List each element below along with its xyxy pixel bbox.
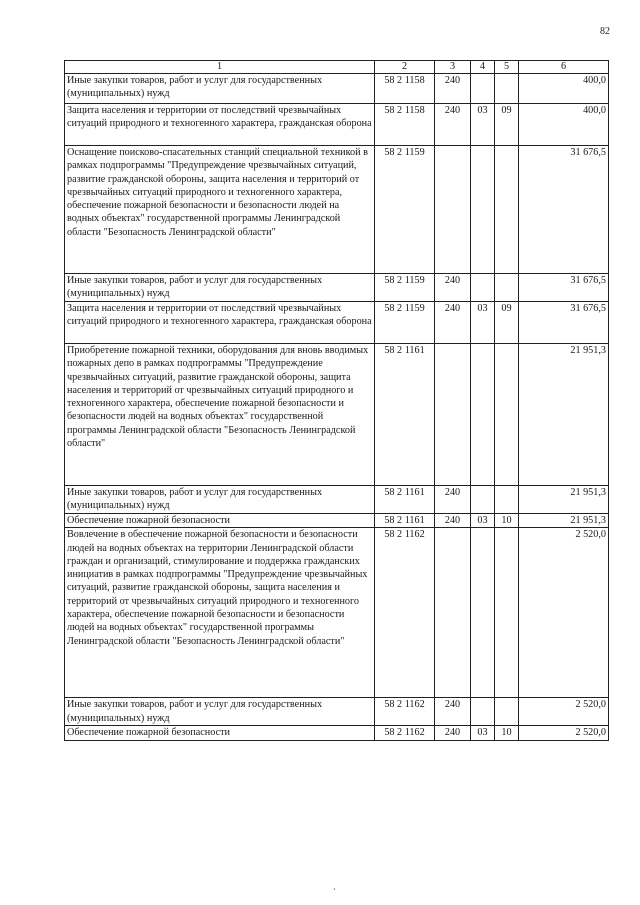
row-amount: 31 676,5 bbox=[519, 302, 609, 344]
row-name: Защита населения и территории от последствий чрезвычайных ситуаций природного и техногенного характера, гражданская оборона bbox=[65, 302, 375, 344]
row-name: Приобретение пожарной техники, оборудования для вновь вводимых пожарных депо в рамках подпрограммы "Предупреждение чрезвычайных ситуаций, развитие гражданской обороны, защита населения и территорий от чрезвычайных ситуаций природного и техногенного характера, обеспечение пожарной безопасности и безопасности людей на водных объектах" государственной программы Ленинградской области "Безопасность Ленинградской области" bbox=[65, 344, 375, 486]
row-section bbox=[471, 698, 495, 726]
row-section bbox=[471, 486, 495, 514]
table-row bbox=[65, 486, 609, 514]
row-subsection bbox=[495, 274, 519, 302]
row-subsection bbox=[495, 486, 519, 514]
table-row bbox=[65, 74, 609, 104]
row-subsection: 09 bbox=[495, 302, 519, 344]
row-target-code: 58 2 1159 bbox=[375, 302, 435, 344]
row-target-code: 58 2 1159 bbox=[375, 274, 435, 302]
row-subsection bbox=[495, 698, 519, 726]
row-name: Иные закупки товаров, работ и услуг для государственных (муниципальных) нужд bbox=[65, 698, 375, 726]
row-expense-type bbox=[435, 528, 471, 698]
row-amount: 21 951,3 bbox=[519, 344, 609, 486]
row-section bbox=[471, 146, 495, 274]
row-amount: 31 676,5 bbox=[519, 146, 609, 274]
row-section: 03 bbox=[471, 726, 495, 740]
column-header-3: 3 bbox=[435, 61, 471, 74]
row-section: 03 bbox=[471, 514, 495, 528]
row-subsection: 10 bbox=[495, 514, 519, 528]
row-expense-type: 240 bbox=[435, 726, 471, 740]
row-subsection bbox=[495, 146, 519, 274]
row-name: Иные закупки товаров, работ и услуг для государственных (муниципальных) нужд bbox=[65, 74, 375, 104]
row-expense-type: 240 bbox=[435, 302, 471, 344]
page-number: 82 bbox=[600, 26, 610, 37]
row-target-code: 58 2 1162 bbox=[375, 528, 435, 698]
row-target-code: 58 2 1161 bbox=[375, 514, 435, 528]
row-subsection: 09 bbox=[495, 104, 519, 146]
row-expense-type: 240 bbox=[435, 274, 471, 302]
row-amount: 400,0 bbox=[519, 74, 609, 104]
column-header-4: 4 bbox=[471, 61, 495, 74]
row-name: Защита населения и территории от последствий чрезвычайных ситуаций природного и техногенного характера, гражданская оборона bbox=[65, 104, 375, 146]
row-subsection bbox=[495, 344, 519, 486]
row-target-code: 58 2 1159 bbox=[375, 146, 435, 274]
table-row bbox=[65, 528, 609, 698]
row-target-code: 58 2 1162 bbox=[375, 698, 435, 726]
row-name: Вовлечение в обеспечение пожарной безопасности и безопасности людей на водных объектах на территории Ленинградской области граждан и организаций, стимулирование и поддержка гражданских инициатив в рамках подпрограммы "Предупреждение чрезвычайных ситуаций, развитие гражданской обороны, защита населения и территорий от чрезвычайных ситуаций природного и техногенного характера, обеспечение пожарной безопасности и безопасности людей на водных объектах" государственной программы Ленинградской области "Безопасность Ленинградской области" bbox=[65, 528, 375, 698]
column-header-1: 1 bbox=[65, 61, 375, 74]
column-header-6: 6 bbox=[519, 61, 609, 74]
table-row bbox=[65, 302, 609, 344]
table-row bbox=[65, 698, 609, 726]
row-target-code: 58 2 1158 bbox=[375, 74, 435, 104]
row-amount: 2 520,0 bbox=[519, 528, 609, 698]
table-row bbox=[65, 146, 609, 274]
row-name: Оснащение поисково-спасательных станций специальной техникой в рамках подпрограммы "Предупреждение чрезвычайных ситуаций, развитие гражданской обороны, защита населения и территорий от чрезвычайных ситуаций природного и техногенного характера, обеспечение пожарной безопасности и безопасности людей на водных объектах" государственной программы Ленинградской области "Безопасность Ленинградской области" bbox=[65, 146, 375, 274]
row-name: Иные закупки товаров, работ и услуг для государственных (муниципальных) нужд bbox=[65, 486, 375, 514]
row-section: 03 bbox=[471, 302, 495, 344]
row-expense-type: 240 bbox=[435, 698, 471, 726]
table-row bbox=[65, 514, 609, 528]
row-subsection bbox=[495, 528, 519, 698]
row-section bbox=[471, 528, 495, 698]
row-name: Иные закупки товаров, работ и услуг для государственных (муниципальных) нужд bbox=[65, 274, 375, 302]
row-section bbox=[471, 74, 495, 104]
row-section: 03 bbox=[471, 104, 495, 146]
row-target-code: 58 2 1161 bbox=[375, 486, 435, 514]
row-amount: 400,0 bbox=[519, 104, 609, 146]
table-row bbox=[65, 726, 609, 740]
row-amount: 31 676,5 bbox=[519, 274, 609, 302]
row-expense-type: 240 bbox=[435, 486, 471, 514]
row-name: Обеспечение пожарной безопасности bbox=[65, 514, 375, 528]
row-amount: 21 951,3 bbox=[519, 514, 609, 528]
column-header-2: 2 bbox=[375, 61, 435, 74]
table-header-row bbox=[65, 61, 609, 74]
table-row bbox=[65, 344, 609, 486]
budget-table bbox=[64, 60, 609, 741]
row-expense-type bbox=[435, 344, 471, 486]
row-section bbox=[471, 344, 495, 486]
row-target-code: 58 2 1161 bbox=[375, 344, 435, 486]
row-subsection: 10 bbox=[495, 726, 519, 740]
row-target-code: 58 2 1158 bbox=[375, 104, 435, 146]
row-amount: 2 520,0 bbox=[519, 698, 609, 726]
stray-mark: ˎ bbox=[333, 880, 336, 890]
row-amount: 2 520,0 bbox=[519, 726, 609, 740]
row-expense-type: 240 bbox=[435, 104, 471, 146]
row-name: Обеспечение пожарной безопасности bbox=[65, 726, 375, 740]
table-row bbox=[65, 274, 609, 302]
row-expense-type bbox=[435, 146, 471, 274]
row-expense-type: 240 bbox=[435, 74, 471, 104]
column-header-5: 5 bbox=[495, 61, 519, 74]
row-amount: 21 951,3 bbox=[519, 486, 609, 514]
row-subsection bbox=[495, 74, 519, 104]
row-expense-type: 240 bbox=[435, 514, 471, 528]
row-target-code: 58 2 1162 bbox=[375, 726, 435, 740]
row-section bbox=[471, 274, 495, 302]
table-row bbox=[65, 104, 609, 146]
